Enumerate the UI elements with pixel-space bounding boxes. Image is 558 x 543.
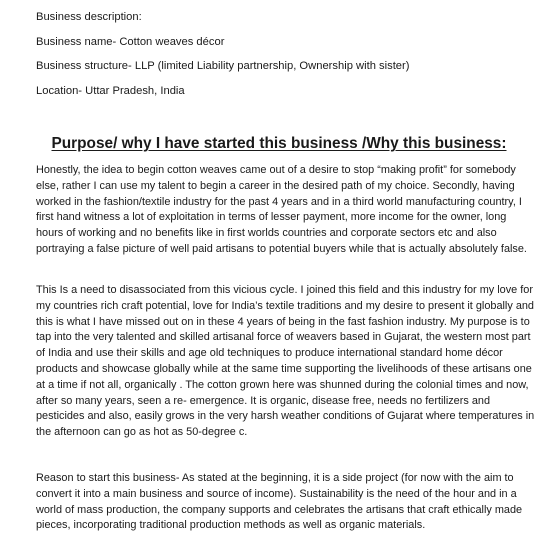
paragraph-reason: Reason to start this business- As stated at the beginning, it is a side project (for now with the aim to convert it into a main business and source of income). Sustainability is the need of the hour and in a world of mass production, the company supports and celebrates the artisans that craft ethically made pieces, incorporating traditional production methods as well as organic materials. (36, 472, 523, 532)
paragraph-motivation: Honestly, the idea to begin cotton weaves came out of a desire to stop “making profit” for somebody else, rather I can use my talent to begin a career in the desired path of my choice. Secondly, having worked in the fashion/textile industry for the past 4 years and in a third world manufacturing country, I first hand witness a lot of exploitation in terms of lesser payment, more income for the owner, long hours of working and no benefits like in first worlds countries and corporate sectors etc and also portraying a false picture of well paid artisans to potential buyers while that is actually absolutely false. (36, 164, 527, 255)
paragraph-purpose: This Is a need to disassociated from this vicious cycle. I joined this field and this industry for my love for my countries rich craft potential, love for India’s textile traditions and my desire to present it globally and this is what I have missed out on in these 4 years of being in the fast fashion industry. My purpose is to tap into the very talented and skilled artisanal force of weavers based in Gujarat, the western most part of India and use their skills and age old techniques to produce international standard home décor products and showcase globally while at the same time supporting the livelihoods of these artisans one at a time if not all, organically . The cotton grown here was shunned during the colonial times and now, after so many years, seen a re- emergence. It is organic, disease free, needs no fertilizers and pesticides and also, easily grows in the very harsh weather conditions of Gujarat where temperatures in the afternoon can go as hot as 50-degree c. (36, 284, 535, 439)
business-name: Business name- Cotton weaves décor (36, 35, 225, 48)
section-heading: Purpose/ why I have started this business /Why this business: (51, 135, 507, 152)
business-details (36, 10, 536, 108)
business-location: Location- Uttar Pradesh, India (36, 84, 185, 97)
business-description-label: Business description: (36, 11, 142, 23)
business-structure: Business structure- LLP (limited Liability partnership, Ownership with sister) (36, 60, 410, 72)
